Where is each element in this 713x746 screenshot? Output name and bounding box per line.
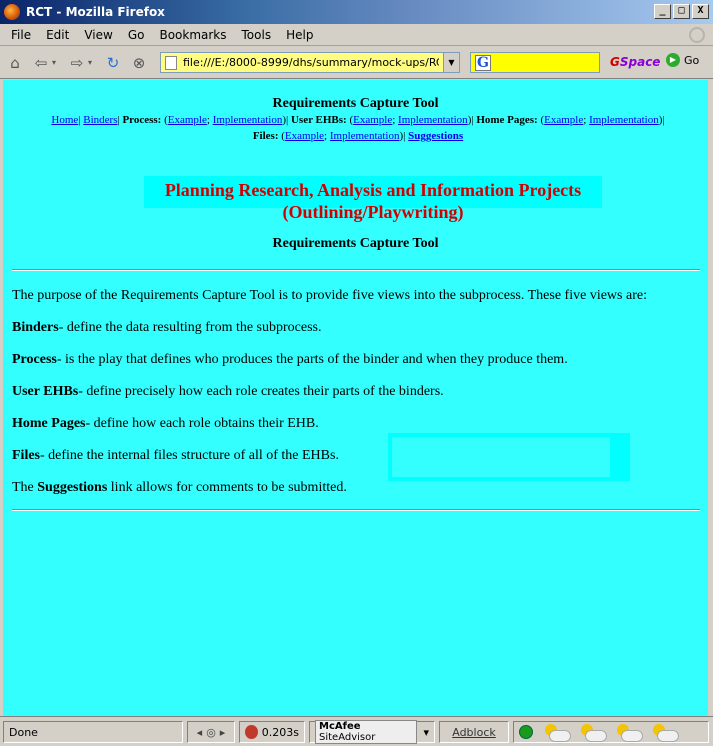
status-text: Done bbox=[3, 721, 183, 743]
mcafee-dropdown-icon[interactable]: ▾ bbox=[423, 725, 429, 739]
view-user-ehbs: User EHBs- define precisely how each role creates their parts of the binders. bbox=[12, 384, 444, 399]
page-nav-links: Home| Binders| Process: (Example; Implementation)| User EHBs: (Example; Implementation)| Home Pages: (Example; Implementation)| Files: (Example; Implementation)| Suggestions bbox=[51, 114, 665, 142]
navigation-toolbar bbox=[0, 47, 713, 79]
link-user-ehbs-implementation[interactable]: Implementation bbox=[398, 114, 468, 126]
link-process-example[interactable]: Example bbox=[167, 114, 207, 126]
go-arrow-icon: ▶ bbox=[666, 53, 680, 67]
url-input[interactable] bbox=[183, 56, 439, 69]
view-binders: Binders- define the data resulting from the subprocess. bbox=[12, 320, 322, 335]
gspace-g: G bbox=[610, 55, 620, 69]
menu-edit[interactable]: Edit bbox=[46, 27, 70, 42]
weather-icon[interactable] bbox=[651, 724, 677, 740]
divider-top bbox=[12, 269, 700, 271]
title-bar bbox=[0, 0, 713, 24]
link-home[interactable]: Home bbox=[51, 114, 79, 126]
link-user-ehbs-example[interactable]: Example bbox=[353, 114, 393, 126]
back-icon[interactable]: ⇦ bbox=[34, 53, 48, 72]
mcafee-siteadvisor[interactable] bbox=[309, 721, 435, 743]
status-bar bbox=[0, 716, 713, 746]
weather-icon[interactable] bbox=[543, 724, 569, 740]
forward-icon[interactable]: ⇨ bbox=[70, 53, 84, 72]
intro-paragraph: The purpose of the Requirements Capture Tool is to provide five views into the subprocess. These five views are: bbox=[12, 288, 647, 303]
link-files-implementation[interactable]: Implementation bbox=[329, 130, 400, 142]
link-suggestions[interactable]: Suggestions bbox=[408, 130, 464, 142]
process-label: Process: bbox=[122, 114, 162, 126]
firefox-icon bbox=[4, 4, 20, 20]
home-icon[interactable]: ⌂ bbox=[10, 53, 20, 72]
reload-icon[interactable]: ↻ bbox=[106, 53, 120, 72]
divider-bottom bbox=[12, 509, 700, 511]
close-button[interactable]: X bbox=[692, 4, 709, 19]
throbber-icon bbox=[689, 27, 705, 43]
back-dropdown-icon[interactable]: ▾ bbox=[52, 58, 57, 67]
link-binders[interactable]: Binders bbox=[83, 114, 118, 126]
link-home-pages-example[interactable]: Example bbox=[544, 114, 584, 126]
window-controls bbox=[654, 4, 709, 19]
view-process: Process- is the play that defines who produces the parts of the binder and when they produce them. bbox=[12, 352, 568, 367]
link-files-example[interactable]: Example bbox=[284, 130, 325, 142]
page-icon bbox=[165, 56, 177, 70]
description-block bbox=[12, 288, 702, 512]
home-pages-label: Home Pages: bbox=[476, 114, 538, 126]
gspace-button[interactable] bbox=[610, 55, 660, 69]
gspace-rest: Space bbox=[619, 55, 661, 69]
status-next-icon[interactable]: ▸ bbox=[219, 725, 226, 739]
search-box[interactable] bbox=[470, 52, 600, 73]
timer-value: 0.203s bbox=[261, 725, 299, 739]
page-content bbox=[3, 80, 708, 716]
status-reload-icon[interactable]: ◎ bbox=[206, 725, 216, 739]
menu-bar bbox=[0, 24, 713, 46]
mcafee-badge: McAfee SiteAdvisor bbox=[315, 720, 417, 744]
weather-icon[interactable] bbox=[615, 724, 641, 740]
menu-tools[interactable]: Tools bbox=[241, 27, 272, 42]
view-home-pages: Home Pages- define how each role obtains their EHB. bbox=[12, 416, 319, 431]
menu-view[interactable]: View bbox=[84, 27, 113, 42]
banner-title bbox=[144, 179, 602, 223]
link-process-implementation[interactable]: Implementation bbox=[212, 114, 283, 126]
maximize-button[interactable]: □ bbox=[673, 4, 690, 19]
suggestions-paragraph: The Suggestions link allows for comments to be submitted. bbox=[12, 480, 347, 495]
timer-icon bbox=[245, 725, 258, 739]
stop-icon[interactable]: ⊗ bbox=[132, 53, 146, 72]
go-label: Go bbox=[684, 53, 700, 67]
menu-help[interactable]: Help bbox=[286, 27, 314, 42]
menu-bookmarks[interactable]: Bookmarks bbox=[159, 27, 227, 42]
files-label: Files: bbox=[252, 130, 279, 142]
url-bar[interactable] bbox=[160, 52, 460, 73]
link-home-pages-implementation[interactable]: Implementation bbox=[589, 114, 659, 126]
google-icon[interactable]: G bbox=[475, 55, 491, 71]
adblock-button[interactable]: Adblock bbox=[439, 721, 509, 743]
user-ehbs-label: User EHBs: bbox=[290, 114, 347, 126]
window-title: RCT - Mozilla Firefox bbox=[26, 5, 165, 19]
banner-line-2: (Outlining/Playwriting) bbox=[282, 202, 464, 222]
go-button[interactable] bbox=[666, 53, 699, 67]
menu-file[interactable]: File bbox=[11, 27, 32, 42]
weather-icon[interactable] bbox=[579, 724, 605, 740]
menu-go[interactable]: Go bbox=[127, 27, 145, 42]
view-files: Files- define the internal files structure of all of the EHBs. bbox=[12, 448, 339, 463]
status-prev-icon[interactable]: ◂ bbox=[196, 725, 203, 739]
forward-dropdown-icon[interactable]: ▾ bbox=[88, 58, 93, 67]
minimize-button[interactable]: _ bbox=[654, 4, 671, 19]
page-header-title: Requirements Capture Tool bbox=[272, 96, 439, 111]
page-subtitle: Requirements Capture Tool bbox=[272, 236, 439, 251]
status-timer bbox=[239, 721, 305, 743]
banner-line-1: Planning Research, Analysis and Information Projects bbox=[164, 180, 582, 200]
status-green-icon[interactable] bbox=[519, 725, 533, 739]
url-history-dropdown[interactable]: ▼ bbox=[443, 53, 459, 72]
status-icons bbox=[513, 721, 709, 743]
status-nav bbox=[187, 721, 235, 743]
